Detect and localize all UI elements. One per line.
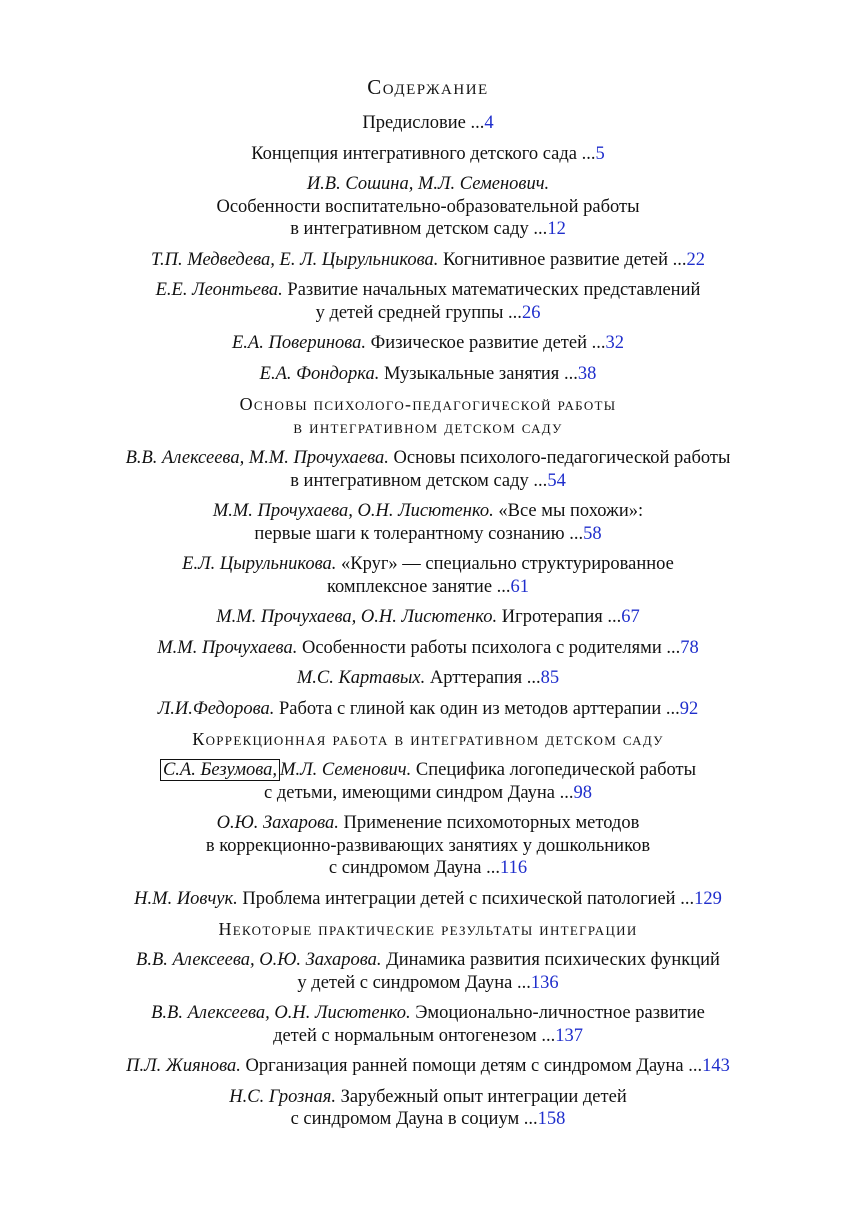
entry-authors: П.Л. Жиянова.	[126, 1056, 241, 1076]
toc-entry-work-with-parents[interactable]	[0, 637, 856, 660]
entry-authors: И.В. Сошина, М.Л. Семенович.	[306, 174, 550, 194]
toc-entry-foreign-experience[interactable]	[0, 1086, 856, 1131]
entry-text: Когнитивное развитие детей ...	[443, 249, 687, 270]
entry-authors: Л.И.Федорова.	[157, 698, 275, 719]
entry-line: в коррекционно-развивающих занятиях у дошкольников	[205, 835, 651, 856]
page-number-link[interactable]: 58	[583, 523, 602, 544]
entry-text: первые шаги к толерантному сознанию ...	[254, 523, 584, 544]
entry-line	[0, 1025, 856, 1048]
toc-entry-concept[interactable]	[0, 143, 856, 166]
entry-authors: О.Ю. Захарова.	[216, 813, 339, 833]
entry-text: Зарубежный опыт интеграции детей	[340, 1086, 627, 1107]
entry-text: «Все мы похожи»:	[498, 501, 644, 521]
entry-authors: В.В. Алексеева, О.Ю. Захарова.	[136, 950, 382, 970]
entry-authors: Н.С. Грозная.	[229, 1086, 336, 1107]
page-number-link[interactable]: 4	[484, 113, 494, 133]
entry-text: Эмоционально-личностное развитие	[415, 1003, 705, 1023]
entry-text: «Круг» — специально структурированное	[341, 554, 674, 574]
entry-line	[0, 888, 856, 911]
toc-entry-circle-lesson[interactable]	[0, 553, 856, 598]
entry-line	[0, 553, 856, 576]
entry-text: Развитие начальных математических представлений	[287, 280, 701, 300]
entry-line	[0, 667, 856, 690]
entry-authors: В.В. Алексеева, М.М. Прочухаева.	[125, 448, 389, 468]
entry-line	[0, 782, 856, 805]
entry-text: Игротерапия ...	[501, 607, 622, 627]
page-number-link[interactable]: 12	[547, 219, 566, 239]
toc-title: Содержание	[367, 75, 489, 99]
toc-entry-educational-work[interactable]	[0, 173, 856, 241]
entry-line	[0, 143, 856, 166]
entry-line	[0, 637, 856, 660]
page-number-link[interactable]: 26	[521, 302, 541, 323]
entry-authors: Е.А. Поверинова.	[232, 333, 367, 353]
entry-text: Организация ранней помощи детям с синдромом Дауна ...	[245, 1056, 703, 1076]
page-number-link[interactable]: 38	[577, 363, 597, 384]
highlighted-author-box[interactable]: С.А. Безумова,	[160, 759, 280, 781]
page-number-link[interactable]: 158	[537, 1109, 566, 1129]
toc-entry-art-therapy[interactable]	[0, 667, 856, 690]
toc-entry-physical-development[interactable]	[0, 332, 856, 355]
toc-entry-emotional-development[interactable]	[0, 1002, 856, 1047]
section-heading-line: в интегративном детском саду	[293, 417, 563, 437]
entry-authors: В.В. Алексеева, О.Н. Лисютенко.	[151, 1003, 411, 1023]
page-number-link[interactable]: 78	[680, 637, 699, 658]
entry-line	[0, 332, 856, 355]
entry-authors: Т.П. Медведева, Е. Л. Цырульникова.	[150, 249, 439, 270]
entry-text: Специфика логопедической работы	[415, 760, 697, 780]
entry-line	[0, 363, 856, 386]
entry-line	[0, 606, 856, 629]
toc-entry-play-therapy[interactable]	[0, 606, 856, 629]
entry-line: Особенности воспитательно-образовательной работы	[216, 196, 640, 217]
page-number-link[interactable]: 67	[621, 607, 640, 627]
entry-line	[0, 523, 856, 546]
entry-text: с синдромом Дауна в социум ...	[290, 1109, 538, 1129]
entry-line	[0, 1108, 856, 1131]
toc-entry-math-concepts[interactable]	[0, 279, 856, 324]
page-number-link[interactable]: 98	[573, 782, 592, 803]
entry-text: с детьми, имеющими синдром Дауна ...	[263, 782, 574, 803]
section-heading-results	[0, 918, 856, 941]
entry-authors: М.С. Картавых.	[296, 668, 426, 688]
entry-line	[0, 949, 856, 972]
toc-entry-cognitive-development[interactable]	[0, 249, 856, 272]
entry-authors: М.М. Прочухаева, О.Н. Лисютенко.	[216, 607, 498, 627]
toc-entry-speech-therapy[interactable]	[0, 759, 856, 804]
toc-entry-music-lessons[interactable]	[0, 363, 856, 386]
entry-text: у детей средней группы ...	[315, 302, 522, 323]
page-number-link[interactable]: 32	[605, 333, 624, 353]
page-number-link[interactable]: 137	[555, 1025, 583, 1046]
entry-text: Предисловие ...	[362, 113, 485, 133]
section-heading-line: Некоторые практические результаты интеграции	[218, 919, 638, 939]
section-heading-correction	[0, 728, 856, 751]
toc-entry-mental-functions[interactable]	[0, 949, 856, 994]
entry-line	[0, 1002, 856, 1025]
entry-text: в интегративном детском саду ...	[290, 470, 548, 491]
entry-text: Применение психомоторных методов	[343, 813, 640, 833]
entry-line	[0, 112, 856, 135]
entry-line	[0, 1055, 856, 1078]
page-number-link[interactable]: 136	[530, 972, 559, 993]
entry-text: Физическое развитие детей ...	[370, 333, 606, 353]
entry-text: Проблема интеграции детей с психической патологией ...	[242, 888, 695, 909]
page-number-link[interactable]: 54	[547, 470, 566, 491]
entry-text: Основы психолого-педагогической работы	[393, 448, 731, 468]
section-heading-psychology	[0, 393, 856, 439]
section-heading-line: Коррекционная работа в интегративном детском саду	[192, 729, 664, 749]
toc-entry-psychology-basics[interactable]	[0, 447, 856, 492]
entry-authors: Е.А. Фондорка.	[259, 363, 380, 384]
entry-authors: Е.Е. Леонтьева.	[155, 280, 283, 300]
toc-entry-psychomotor-methods[interactable]	[0, 812, 856, 880]
section-heading-line: Основы психолого-педагогической работы	[239, 394, 617, 414]
entry-text: с синдромом Дауна ...	[328, 858, 501, 878]
page-number-link[interactable]: 143	[702, 1056, 730, 1076]
entry-authors: Е.Л. Цырульникова.	[182, 554, 337, 574]
entry-authors: М.М. Прочухаева, О.Н. Лисютенко.	[212, 501, 494, 521]
entry-text: у детей с синдромом Дауна ...	[297, 972, 531, 993]
entry-line	[0, 1086, 856, 1109]
entry-text: в интегративном детском саду ...	[290, 219, 548, 239]
toc-entry-we-are-alike[interactable]	[0, 500, 856, 545]
page-number-link[interactable]: 5	[595, 143, 605, 164]
toc-entry-preface[interactable]	[0, 112, 856, 135]
entry-line	[0, 279, 856, 302]
entry-line	[0, 470, 856, 493]
entry-line	[0, 249, 856, 272]
entry-line	[0, 812, 856, 835]
entry-line	[0, 447, 856, 470]
table-of-contents	[0, 74, 856, 1139]
entry-line	[0, 302, 856, 325]
entry-text: комплексное занятие ...	[326, 576, 511, 597]
entry-line	[0, 857, 856, 880]
entry-line	[0, 759, 856, 782]
entry-text: Динамика развития психических функций	[386, 950, 720, 970]
page-number-link[interactable]: 116	[500, 858, 528, 878]
toc-entry-clay-work[interactable]	[0, 698, 856, 721]
entry-authors: М.М. Прочухаева.	[157, 637, 298, 658]
toc-entry-integration-problem[interactable]	[0, 888, 856, 911]
entry-text: Особенности работы психолога с родителями ...	[301, 637, 681, 658]
entry-line	[0, 698, 856, 721]
page-number-link[interactable]: 85	[540, 668, 560, 688]
toc-entry-early-help[interactable]	[0, 1055, 856, 1078]
entry-authors: Н.М. Иовчук.	[134, 888, 238, 909]
entry-line	[0, 500, 856, 523]
entry-authors: М.Л. Семенович.	[280, 760, 412, 780]
page-number-link[interactable]: 61	[510, 576, 530, 597]
entry-text: детей с нормальным онтогенезом ...	[273, 1025, 556, 1046]
entry-line	[0, 218, 856, 241]
entry-text: Концепция интегративного детского сада ...	[251, 143, 596, 164]
page-number-link[interactable]: 92	[679, 698, 699, 719]
entry-text: Музыкальные занятия ...	[384, 363, 578, 384]
page-number-link[interactable]: 129	[694, 888, 722, 909]
page-number-link[interactable]: 22	[686, 249, 706, 270]
entry-text: Работа с глиной как один из методов арттерапии ...	[278, 698, 680, 719]
entry-line	[0, 576, 856, 599]
entry-line	[0, 972, 856, 995]
entry-text: Арттерапия ...	[429, 668, 541, 688]
